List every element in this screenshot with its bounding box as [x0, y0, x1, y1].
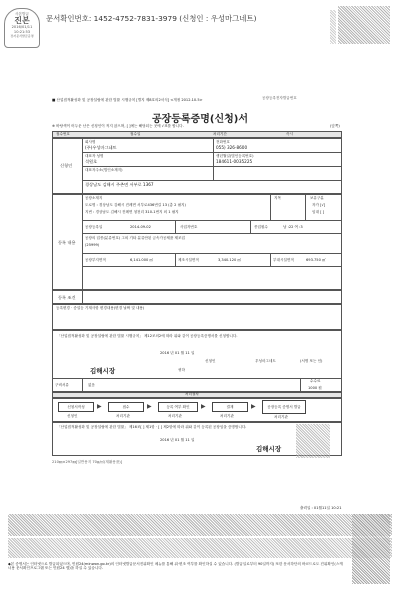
reg-date-value: 2014-09-02 [130, 225, 151, 229]
doc-number: 문서확인번호: 1452-4752-7831-3979 (신청인 : 우성마그네트) [46, 14, 257, 23]
conditions-row [52, 290, 342, 304]
fee-value: 1000 원 [308, 386, 322, 390]
ownership-label: 보유구분 [310, 196, 324, 200]
right-note: 공장등록전자발급번호 [262, 96, 297, 100]
process-step-2: 접수 [108, 402, 144, 412]
factory-address-road: 도로명 : 경상남도 김해시 진례면 서부로436번길 13 (총 2 필지) [85, 203, 186, 207]
stamp-middle: 진본 [14, 16, 30, 26]
receipt-date-label: 접수일 [130, 132, 141, 136]
applicant-section-label: 신청인 [60, 163, 73, 168]
industry-value: 공장의 업종(분류번호) 그외 기타 분류안된 금속가공제품 제조업 [85, 236, 185, 240]
building-area-label: 제조시설면적 [178, 258, 199, 262]
process-step-4: 결재 [212, 402, 248, 412]
barcode-band-1 [8, 514, 392, 536]
phone-value: 055) 326-8600 [216, 145, 248, 150]
change-history-label: 등록변경 · 증설등 기재사항 변경내용(변경 날짜 및 내용) [56, 306, 145, 310]
barcode-right [352, 514, 390, 584]
issuing-authority: 김해시장 [256, 445, 282, 453]
stamp-time: 10:21:53 [13, 29, 31, 34]
aux-area-label: 부대시설면적 [273, 258, 294, 262]
ownership-leased: 임대 [ ] [312, 210, 325, 214]
page-label: (앞쪽) [330, 124, 340, 128]
docs-label: 구비서류 [55, 383, 69, 387]
applicant-sign-label: 신청인 [205, 359, 216, 363]
employees-value: 남 :22 여 :3 [283, 225, 303, 229]
factory-address-label: 공장소재지 [85, 196, 103, 200]
applicant-sign-name: 우성마그네트 [255, 359, 276, 363]
address-value: 경상남도 김해시 주촌면 서부로 1367 [85, 182, 154, 187]
process-actor-4: 처리기관 [220, 414, 234, 418]
fee-table [52, 378, 342, 392]
process-arrow-3: ▶ [201, 403, 206, 410]
print-time: 출력일 : 01월11일 10:21 [300, 506, 342, 510]
land-category-label: 지목 [274, 196, 281, 200]
business-number-label: 사업자번호 [180, 225, 198, 229]
process-actor-5: 처리기관 [274, 415, 288, 419]
process-step-1: 신청서작성 [58, 402, 94, 412]
process-actor-2: 처리기관 [116, 414, 130, 418]
birth-value: 184611-0035225 [216, 159, 253, 164]
process-title: 처리절차 [185, 392, 199, 396]
process-step-5: 공장등록 증명서 발급 [262, 400, 306, 414]
process-actor-3: 처리기관 [168, 414, 182, 418]
aux-area-value: 693.750 ㎡ [306, 258, 326, 262]
process-arrow-2: ▶ [147, 403, 152, 410]
barcode-band-2 [8, 538, 392, 558]
paper-size: 210㎜×297㎜[일반용지 70g/㎡(재활용품)] [52, 460, 123, 464]
receipt-number-label: 접수번호 [56, 132, 70, 136]
rep-value: 석원호 [85, 159, 98, 164]
industry-code: (25999) [85, 243, 100, 247]
site-area-value: 6,141.000 ㎡ [130, 258, 154, 262]
docs-value: 없음 [88, 383, 95, 387]
law-note: ■ 산업집적활성화 및 공장설립에 관한 법률 시행규칙 [별지 제8호의2서식] <개정 2012.10.5> [52, 98, 203, 102]
registration-section-label: 등록 내용 [58, 240, 76, 245]
conditions-label: 등록 조건 [58, 295, 76, 300]
process-arrow-1: ▶ [97, 403, 102, 410]
applicant-sign-note: (서명 또는 인) [300, 359, 323, 363]
stamp-bottom: 전자문서발급증명 [10, 34, 34, 39]
barcode-top [338, 6, 390, 44]
site-area-label: 공장부지면적 [85, 258, 106, 262]
side-code [330, 10, 336, 44]
stamp-date: 2016/01/11 [11, 25, 33, 30]
fee-label: 수수료 [310, 379, 321, 383]
recipient-name: 김해시장 [90, 367, 116, 375]
recipient-suffix: 귀하 [178, 368, 185, 372]
document-title: 공장등록증명(신청)서 [151, 114, 249, 125]
receipt-row [52, 131, 342, 138]
reg-date-label: 공장등록일 [85, 225, 103, 229]
stamp-top: 사본발급 [15, 12, 29, 16]
footer-note: ◆본 증명서는 인터넷으로 발급되었으며, 민원24(minwon.go.kr)의 인터넷발급문서진위확인 메뉴를 통해 위·변조 여부를 확인하실 수 있습니다. (발급일로부터 90일까지) 또한 문서하단의 바코드로도 진위확인(스캐너용 문서확인프로그램 또는 민원24 앱)을 하실 수 있습니다. [8, 562, 343, 571]
company-value: (주)우성마그네트 [85, 145, 117, 150]
ownership-owned: 자가 [√] [312, 203, 326, 207]
certify-text: 「산업집적활성화 및 공장설립에 관한 법률」 제16조[ ] 제1항 · [ ] 제2항에 따라 위와 같이 등록된 공장임을 증명합니다. [57, 425, 247, 429]
rep-label: 대표자 성명 [85, 154, 104, 158]
declaration-text: 「산업집적활성화 및 공장설립에 관한 법률 시행규칙」 제12조의2에 따라 위와 같이 공장등록증명서를 신청합니다. [57, 334, 238, 338]
issuance-stamp [4, 8, 40, 48]
official-seal [296, 424, 330, 458]
birth-label: 생년월일(법인등록번호) [216, 154, 254, 158]
company-label: 회사명 [85, 140, 96, 144]
process-step-3: 등록 여부 확인 [158, 402, 198, 412]
process-arrow-4: ▶ [251, 403, 256, 410]
employees-label: 종업원수 [254, 225, 268, 229]
applicant-date: 2016 년 01 월 11 일 [160, 351, 195, 355]
registration-table [52, 194, 342, 290]
instruction-note: ※ 바탕색이 어두운 난은 신청인이 적지 않으며, [ ]에는 해당되는 곳에 √표를 합니다. [52, 124, 184, 128]
address-label: 대표자주소(법인소재지) [85, 168, 123, 172]
phone-label: 전화번호 [216, 140, 230, 144]
factory-address-lot: 지번 : 경상남도 김해시 진례면 청천리 310-1번지 외 1 필지 [85, 210, 179, 214]
building-area-value: 3,340.120 ㎡ [218, 258, 242, 262]
process-actor-1: 신청인 [67, 414, 78, 418]
processing-period-value: 즉시 [286, 132, 293, 136]
processing-period-label: 처리기간 [213, 132, 227, 136]
certify-date: 2016 년 01 월 11 일 [160, 438, 195, 442]
